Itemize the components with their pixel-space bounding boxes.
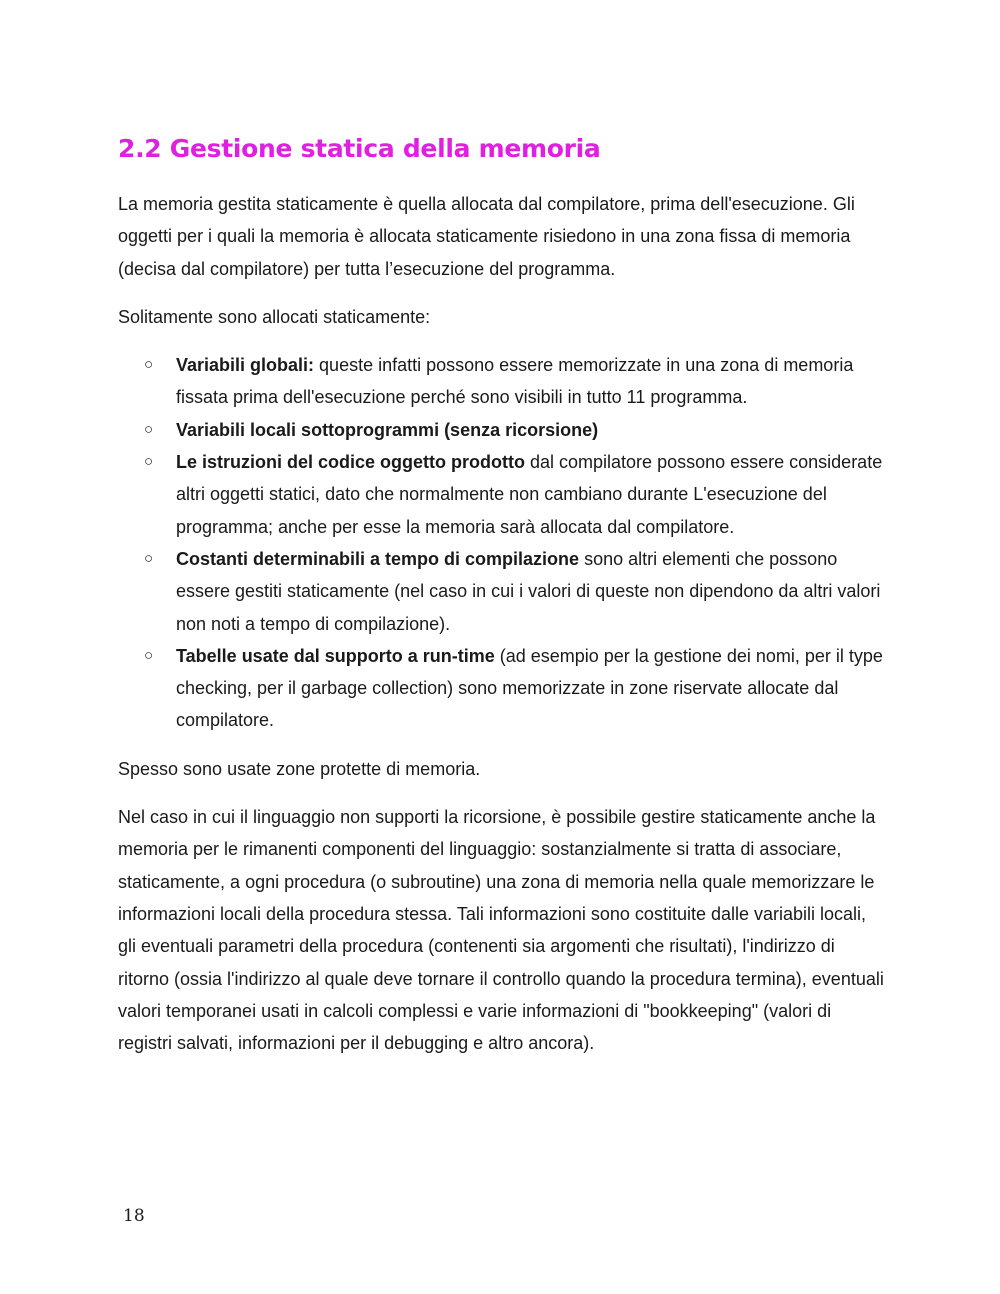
bullet-circle-icon: ○: [144, 420, 154, 438]
static-allocation-list: [118, 349, 888, 737]
list-item: [118, 446, 888, 543]
bullet-circle-icon: ○: [144, 646, 154, 664]
page-number: 18: [123, 1206, 145, 1226]
list-item-text: dal compilatore possono essere considerate altri oggetti statici, dato che normalmente non cambiano durante L'esecuzione del programma; anche per esse la memoria sarà allocata dal compilatore.: [176, 452, 883, 537]
recursion-paragraph: Nel caso in cui il linguaggio non supporti la ricorsione, è possibile gestire staticamente anche la memoria per le rimanenti componenti del linguaggio: sostanzialmente si tratta di associare, staticamente, a ogni procedura (o subroutine) una zona di memoria nella quale memorizzare le informazioni locali della procedura stessa. Tali informazioni sono costituite dalle variabili locali, gli eventuali parametri della procedura (contenenti sia argomenti che risultati), l'indirizzo di ritorno (ossia l'indirizzo al quale deve tornare il controllo quando la procedura termina), eventuali valori temporanei usati in calcoli complessi e varie informazioni di "bookkeeping" (valori di registri salvati, informazioni per il debugging e altro ancora).: [118, 807, 884, 1054]
section-heading: 2.2 Gestione statica della memoria: [118, 134, 601, 163]
list-item-text: sono altri elementi che possono essere gestiti staticamente (nel caso in cui i valori di queste non dipendono da altri valori non noti a tempo di compilazione).: [176, 548, 881, 634]
list-item: [118, 414, 888, 446]
list-item-text: queste infatti possono essere memorizzate in una zona di memoria fissata prima dell'esecuzione perché sono visibili in tutto 11 programma.: [176, 355, 854, 408]
list-item: [118, 640, 888, 737]
bullet-circle-icon: ○: [144, 356, 154, 374]
list-item-term: Variabili locali sottoprogrammi (senza ricorsione): [176, 419, 599, 440]
intro-paragraph: La memoria gestita staticamente è quella allocata dal compilatore, prima dell'esecuzione. Gli oggetti per i quali la memoria è allocata staticamente risiedono in una zona fissa di memoria (decisa dal compilatore) per tutta l’esecuzione del programma.: [118, 194, 855, 279]
list-item-term: Le istruzioni del codice oggetto prodotto: [176, 452, 525, 473]
list-item-term: Variabili globali:: [176, 355, 315, 376]
list-intro-paragraph: Solitamente sono allocati staticamente:: [118, 306, 431, 327]
list-item-text: (ad esempio per la gestione dei nomi, per il type checking, per il garbage collection) sono memorizzate in zone riservate allocate dal compilatore.: [176, 645, 883, 731]
list-item-term: Costanti determinabili a tempo di compilazione: [176, 548, 580, 569]
protected-zones-paragraph: Spesso sono usate zone protette di memoria.: [118, 758, 481, 779]
list-item-term: Tabelle usate dal supporto a run-time: [176, 645, 495, 666]
bullet-circle-icon: ○: [144, 549, 154, 567]
list-item: [118, 543, 888, 640]
section-body: [118, 188, 888, 1075]
list-item: [118, 349, 888, 414]
bullet-circle-icon: ○: [144, 453, 154, 471]
